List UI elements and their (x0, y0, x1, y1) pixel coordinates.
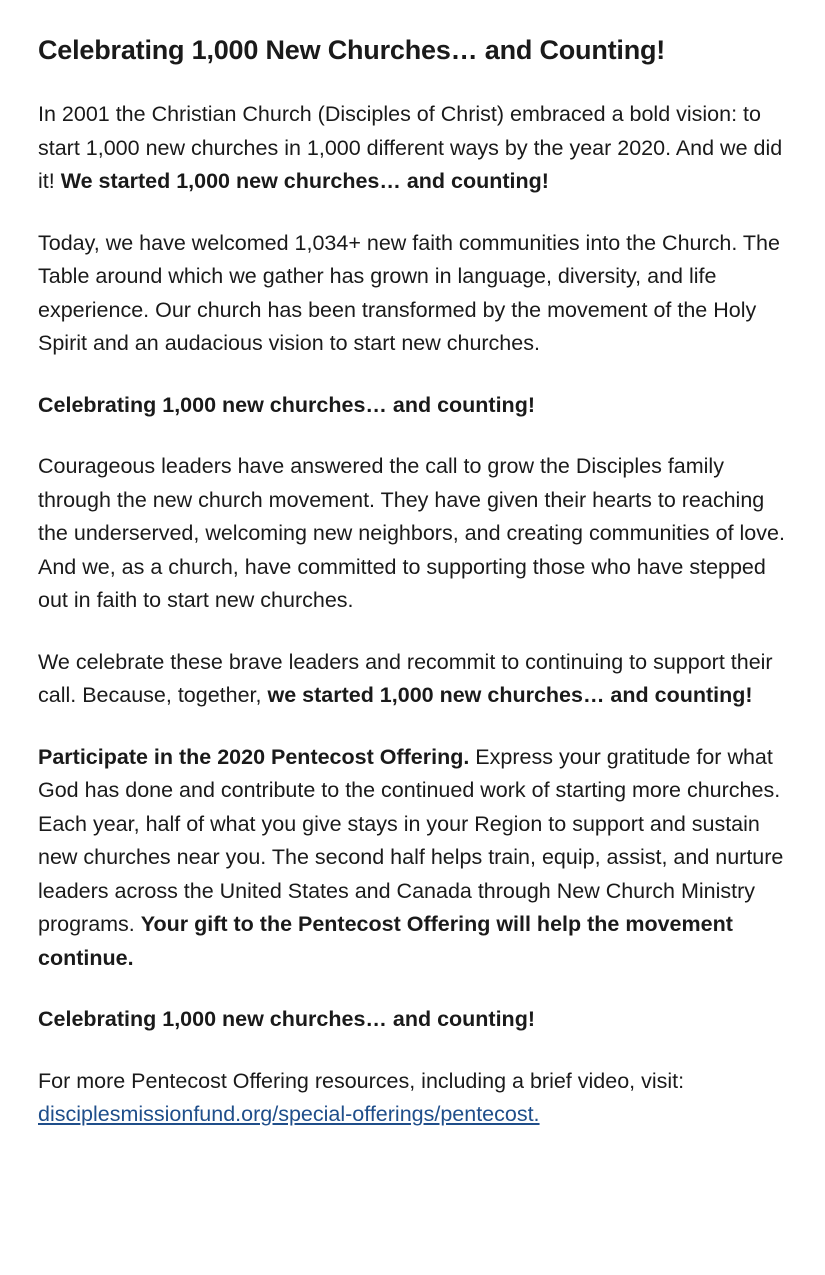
tagline-second-text: Celebrating 1,000 new churches… and counting! (38, 1007, 535, 1031)
paragraph-celebrate-bold: we started 1,000 new churches… and counting! (267, 683, 753, 707)
paragraph-participate-tail: Your gift to the Pentecost Offering will help the movement continue. (38, 912, 733, 970)
paragraph-resources (38, 1065, 787, 1132)
tagline-second (38, 1003, 787, 1037)
paragraph-celebrate-text: We celebrate these brave leaders and recommit to continuing to support their call. Because, together, (38, 649, 773, 707)
paragraph-leaders (38, 450, 787, 618)
paragraph-participate (38, 741, 787, 976)
paragraph-resources-text: For more Pentecost Offering resources, including a brief video, visit: (38, 1068, 685, 1093)
paragraph-intro-text: In 2001 the Christian Church (Disciples of Christ) embraced a bold vision: to start 1,000 new churches in 1,000 different ways by the year 2020. And we did it! (38, 102, 783, 193)
paragraph-participate-text: Express your gratitude for what God has done and contribute to the continued work of starting more churches. Each year, half of what you give stays in your Region to support and sustain new churches near you. The second half helps train, equip, assist, and nurture leaders across the United States and Canada through New Church Ministry programs. (38, 744, 784, 936)
paragraph-celebrate (38, 646, 787, 713)
paragraph-participate-lead: Participate in the 2020 Pentecost Offering. (38, 744, 470, 769)
page-title: Celebrating 1,000 New Churches… and Counting! (38, 35, 666, 65)
resources-link[interactable]: disciplesmissionfund.org/special-offerings/pentecost. (38, 1102, 540, 1126)
paragraph-intro (38, 98, 787, 199)
paragraph-today (38, 227, 787, 361)
tagline-first (38, 389, 787, 423)
paragraph-intro-bold: We started 1,000 new churches… and counting! (60, 169, 549, 193)
tagline-first-text: Celebrating 1,000 new churches… and counting! (38, 392, 535, 417)
paragraph-leaders-text: Courageous leaders have answered the call to grow the Disciples family through the new church movement. They have given their hearts to reaching the underserved, welcoming new neighbors, and creating communities of love. And we, as a church, have committed to supporting those who have stepped out in faith to start new churches. (38, 454, 785, 612)
paragraph-today-text: Today, we have welcomed 1,034+ new faith communities into the Church. The Table around which we gather has grown in language, diversity, and life experience. Our church has been transformed by the movement of the Holy Spirit and an audacious vision to start new churches. (38, 230, 780, 355)
